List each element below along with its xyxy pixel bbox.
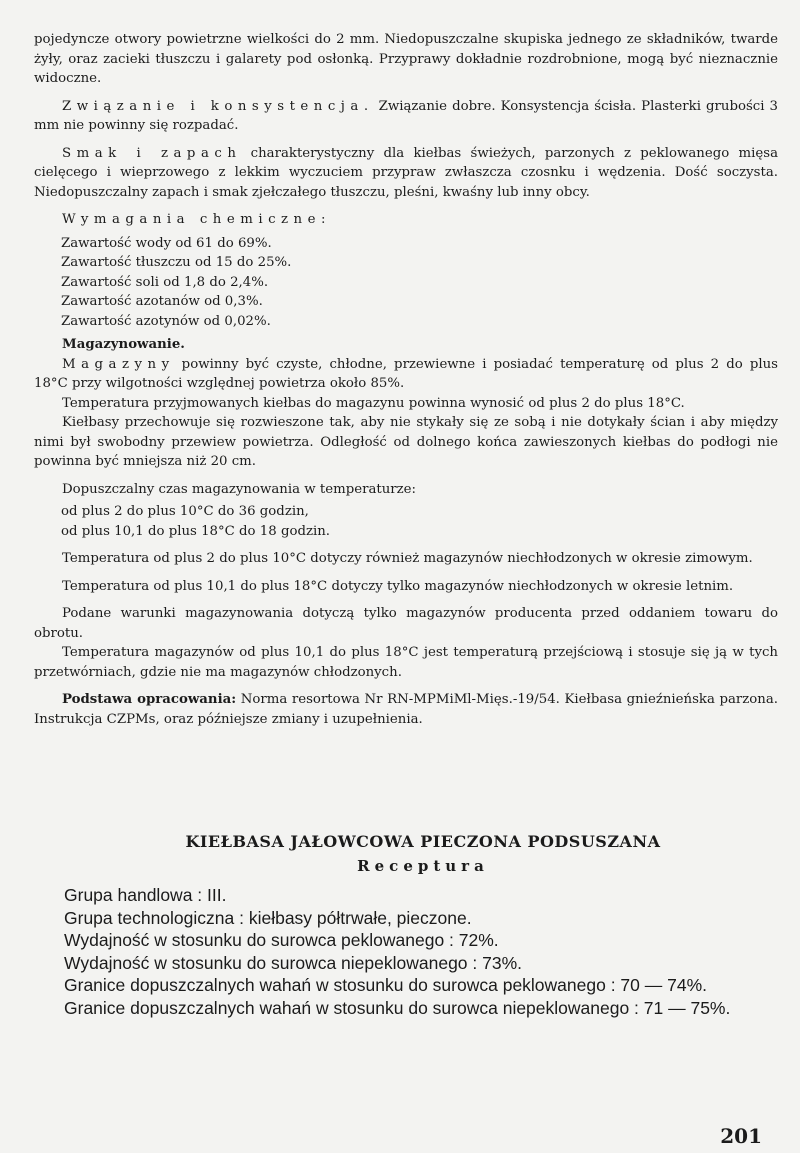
chemical-heading-text: Wymagania chemiczne: <box>62 212 331 227</box>
page-number: 201 <box>720 1124 762 1148</box>
paragraph-appearance: pojedyncze otwory powietrzne wielkości do 2 mm. Niedopuszczalne skupiska jednego ze składników, twarde żyły, oraz zacieki tłuszczu i galarety pod osłonką. Przyprawy dokładnie rozdrobnione, mogą być nieznacznie widoczne. <box>34 32 778 86</box>
paragraph-binding <box>34 97 778 136</box>
paragraph-winter: Temperatura od plus 2 do plus 10°C dotyczy również magazynów niechłodzonych w okresie zimowym. <box>62 551 753 566</box>
paragraph-intake-temp: Temperatura przyjmowanych kiełbas do magazynu powinna wynosić od plus 2 do plus 18°C. <box>62 395 685 411</box>
list-item: od plus 2 do plus 10°C do 36 godzin, <box>61 504 309 519</box>
list-item: Zawartość wody od 61 do 69%. <box>61 235 272 251</box>
recipe-line: Grupa technologiczna : kiełbasy półtrwałe, pieczone. <box>64 907 472 928</box>
binding-text: Związanie dobre. Konsystencja ścisła. Plasterki grubości 3 mm nie powinny się rozpadać. <box>34 98 779 133</box>
warehouses-heading: Magazyny <box>62 356 175 372</box>
recipe-line: Grupa handlowa : III. <box>64 885 227 905</box>
storage-time-list <box>61 502 778 541</box>
paragraph-hanging: Kiełbasy przechowuje się rozwieszone tak, aby nie stykały się ze sobą i nie dotykały ścian i aby między nimi był swobodny przewiew powietrza. Odległość od dolnego końca zawieszonych kiełbas do podłogi nie powinna być mniejsza niż 20 cm. <box>34 415 778 469</box>
list-item: Zawartość azotanów od 0,3%. <box>61 294 263 309</box>
paragraph-producer: Podane warunki magazynowania dotyczą tylko magazynów producenta przed oddaniem towaru do obrotu. <box>34 606 778 641</box>
chemical-heading <box>34 210 778 230</box>
list-item: od plus 10,1 do plus 18°C do 18 godzin. <box>61 523 331 539</box>
recipe-line: Granice dopuszczalnych wahań w stosunku do surowca niepeklowanego : 71 — 75%. <box>64 997 731 1018</box>
chemical-list <box>61 234 778 332</box>
recipe-line: Wydajność w stosunku do surowca niepeklowanego : 73%. <box>64 952 523 973</box>
list-item: Zawartość soli od 1,8 do 2,4%. <box>61 274 269 290</box>
paragraph-taste <box>34 144 778 203</box>
list-item: Zawartość tłuszczu od 15 do 25%. <box>61 255 292 270</box>
paragraph-storage-time: Dopuszczalny czas magazynowania w temperaturze: <box>62 481 416 497</box>
paragraph-warehouses <box>34 355 778 394</box>
binding-heading: Związanie i konsystencja. <box>62 98 374 114</box>
paragraph-basis <box>34 690 778 729</box>
section-title: KIEŁBASA JAŁOWCOWA PIECZONA PODSUSZANA <box>185 832 661 851</box>
list-item: Zawartość azotynów od 0,02%. <box>61 313 271 329</box>
storage-heading: Magazynowanie. <box>62 337 185 352</box>
recipe-line: Wydajność w stosunku do surowca peklowanego : 72%. <box>64 930 499 950</box>
paragraph-summer: Temperatura od plus 10,1 do plus 18°C dotyczy tylko magazynów niechłodzonych w okresie letnim. <box>62 578 734 594</box>
basis-heading: Podstawa opracowania: <box>62 692 237 707</box>
taste-text: charakterystyczny dla kiełbas świeżych, parzonych z peklowanego mięsa cielęcego i wieprzowego z lekkim wyczuciem przypraw zwłaszcza czosnku i wędzenia. Dość soczysta. Niedopuszczalny zapach i smak zjełczałego tłuszczu, pleśni, kwaśny lub inny obcy. <box>34 145 778 200</box>
basis-text: Norma resortowa Nr RN-MPMiMl-Mięs.-19/54. Kiełbasa gnieźnieńska parzona. Instrukcja CZPMs, oraz późniejsze zmiany i uzupełnienia. <box>34 692 778 727</box>
section-subtitle: Receptura <box>357 857 489 875</box>
taste-heading: Smak i zapach <box>62 145 242 161</box>
recipe-line: Granice dopuszczalnych wahań w stosunku do surowca peklowanego : 70 — 74%. <box>64 975 708 995</box>
paragraph-transitional: Temperatura magazynów od plus 10,1 do plus 18°C jest temperaturą przejściową i stosuje się ją w tych przetwórniach, gdzie nie ma magazynów chłodzonych. <box>34 645 778 680</box>
warehouses-text: powinny być czyste, chłodne, przewiewne i posiadać temperaturę od plus 2 do plus 18°C przy wilgotności względnej powietrza około 85%. <box>34 356 778 391</box>
upper-text-block <box>34 30 778 729</box>
recipe-section <box>64 832 772 1019</box>
